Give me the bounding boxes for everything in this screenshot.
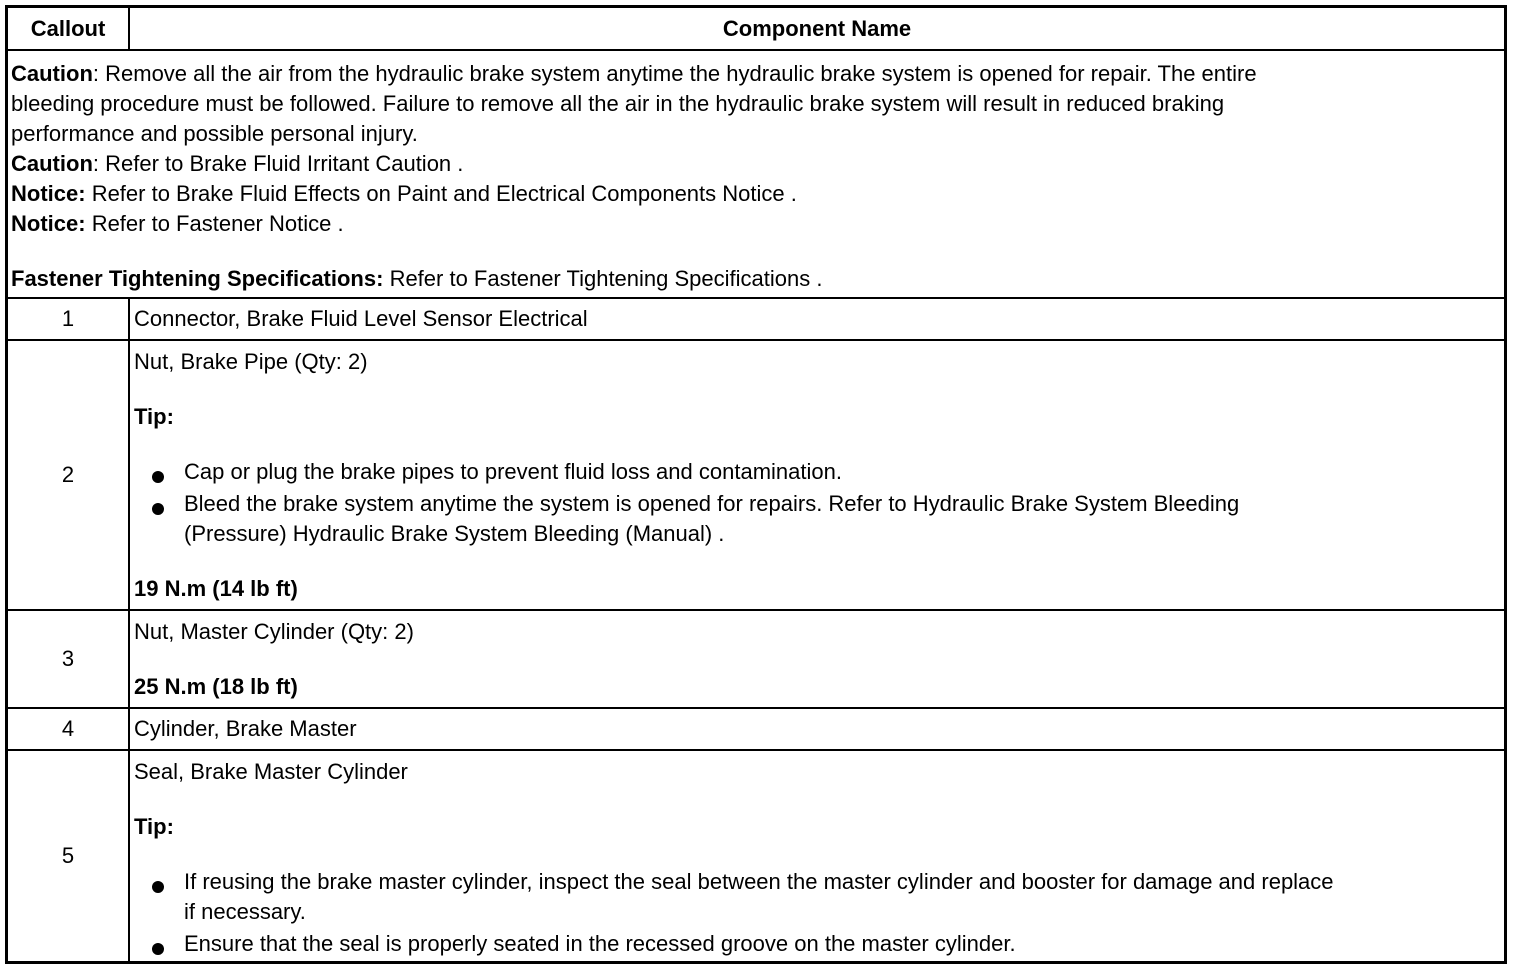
tip-label: Tip: <box>134 814 174 839</box>
bullet-text: Ensure that the seal is properly seated in the recessed groove on the master cylinder. <box>184 931 1016 956</box>
bullet-icon <box>152 881 164 893</box>
component-cell <box>130 299 1504 339</box>
bullet-text: If reusing the brake master cylinder, inspect the seal between the master cylinder and booster for damage and replace <box>184 869 1334 894</box>
component-name: Cylinder, Brake Master <box>134 716 357 741</box>
header-row <box>8 8 1504 49</box>
table-row <box>8 749 1504 961</box>
bullet-text: Cap or plug the brake pipes to prevent fluid loss and contamination. <box>184 459 842 484</box>
note-text: Remove all the air from the hydraulic brake system anytime the hydraulic brake system is opened for repair. The entire <box>105 61 1257 86</box>
bullet-icon <box>152 503 164 515</box>
component-table <box>5 5 1507 964</box>
component-name: Nut, Master Cylinder (Qty: 2) <box>134 619 414 644</box>
callout-number: 2 <box>8 341 130 609</box>
table-row <box>8 707 1504 749</box>
table-row <box>8 339 1504 609</box>
note-text: performance and possible personal injury. <box>11 121 418 146</box>
note-label: Fastener Tightening Specifications: <box>11 266 384 291</box>
callout-number: 5 <box>8 751 130 961</box>
callout-number: 1 <box>8 299 130 339</box>
component-cell <box>130 611 1504 707</box>
callout-number: 3 <box>8 611 130 707</box>
component-name: Seal, Brake Master Cylinder <box>134 759 408 784</box>
notes-row: Caution: Remove all the air from the hydraulic brake system anytime the hydraulic brake system is opened for repair. The entire bleeding procedure must be followed. Failure to remove all the air in the hydraulic brake system will result in reduced braking performance and possible personal injury. Caution: Refer to Brake Fluid Irritant Caution . Notice: Refer to Brake Fluid Effects on Paint and Electrical Components Notice . Notice: Refer to Fastener Notice . Fastener Tightening Specifications: Refer to Fastener Tightening Specifications . <box>8 49 1504 297</box>
callout-number: 4 <box>8 709 130 749</box>
component-cell <box>130 341 1504 609</box>
component-name-header: Component Name <box>722 15 912 41</box>
bullet-icon <box>152 471 164 483</box>
note-text: Refer to Brake Fluid Effects on Paint and Electrical Components Notice . <box>91 181 797 206</box>
note-text: Refer to Fastener Tightening Specifications . <box>389 266 823 291</box>
note-label: Notice: <box>11 211 86 236</box>
note-label: Notice: <box>11 181 86 206</box>
table-row <box>8 609 1504 707</box>
callout-header: Callout <box>8 8 130 49</box>
torque-spec: 19 N.m (14 lb ft) <box>134 576 298 601</box>
tip-label: Tip: <box>134 404 174 429</box>
component-name: Connector, Brake Fluid Level Sensor Electrical <box>134 306 588 331</box>
note-label: Caution <box>11 61 93 86</box>
component-cell <box>130 709 1504 749</box>
note-label: Caution <box>11 151 93 176</box>
torque-spec: 25 N.m (18 lb ft) <box>134 674 298 699</box>
component-name: Nut, Brake Pipe (Qty: 2) <box>134 349 368 374</box>
table-row <box>8 297 1504 339</box>
bullet-icon <box>152 943 164 955</box>
note-text: Refer to Fastener Notice . <box>91 211 344 236</box>
bullet-text: Bleed the brake system anytime the system is opened for repairs. Refer to Hydraulic Brake System Bleeding <box>184 491 1240 516</box>
bullet-text: (Pressure) Hydraulic Brake System Bleeding (Manual) . <box>184 521 725 546</box>
note-text: Refer to Brake Fluid Irritant Caution . <box>105 151 464 176</box>
bullet-text: if necessary. <box>184 899 306 924</box>
component-cell <box>130 751 1504 961</box>
note-text: bleeding procedure must be followed. Failure to remove all the air in the hydraulic brake system will result in reduced braking <box>11 91 1225 116</box>
